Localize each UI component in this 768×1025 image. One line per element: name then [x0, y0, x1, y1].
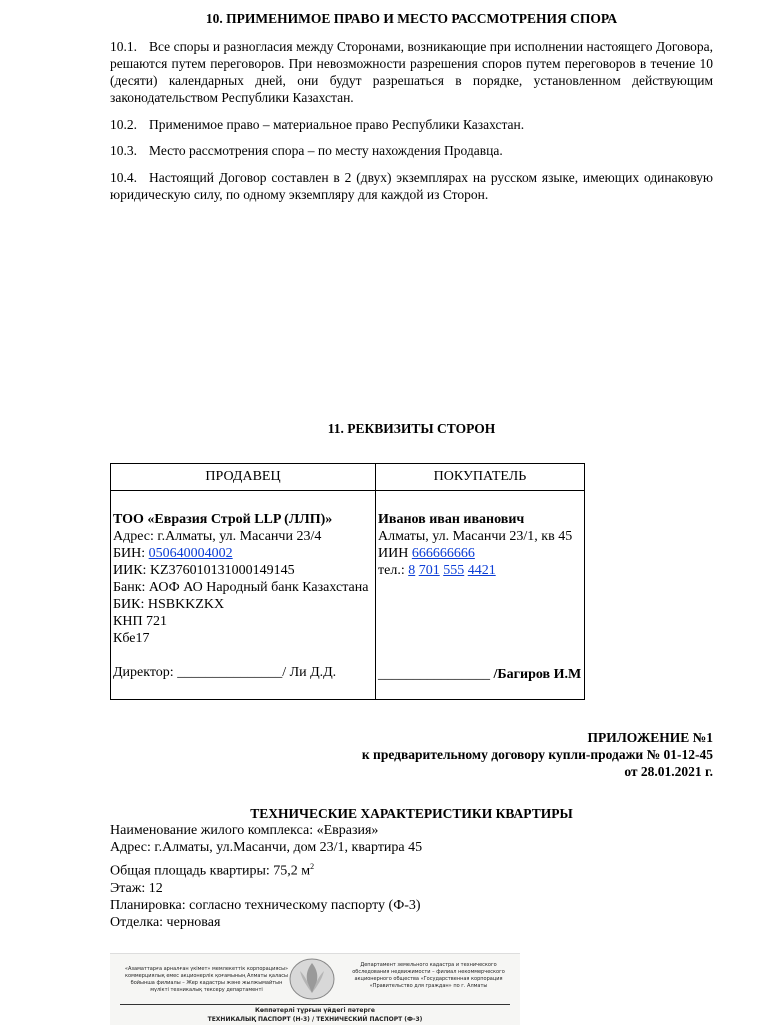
- buyer-phone: [378, 562, 582, 579]
- clause-10-1: [110, 38, 713, 106]
- phone-part-link[interactable]: 4421: [467, 563, 496, 578]
- seller-bin-link[interactable]: 050640004002: [148, 546, 233, 561]
- section-10-title: 10. ПРИМЕНИМОЕ ПРАВО И МЕСТО РАССМОТРЕНИЯ СПОРА: [205, 11, 618, 26]
- clause-text: Все споры и разногласия между Сторонами, возникающие при исполнении настоящего Договора, решаются путем переговоров. При невозможности разрешения споров путем переговоров в течение 10 (десяти) календарных дней, они будут разрешаться в порядке, установленном действующим законодательством Республики Казахстан.: [110, 39, 713, 105]
- buyer-iin: [378, 545, 582, 562]
- technical-passport-scan: [110, 953, 520, 1025]
- parties-requisites-table: [110, 463, 585, 700]
- seller-header: ПРОДАВЕЦ: [111, 464, 376, 491]
- bin-label: БИН:: [113, 546, 149, 561]
- seller-kbe: Кбе17: [113, 631, 150, 646]
- phone-part-link[interactable]: 701: [418, 563, 440, 578]
- tech-specs: [110, 822, 422, 931]
- phone-part-link[interactable]: 8: [408, 563, 416, 578]
- tech-address: Адрес: г.Алматы, ул.Масанчи, дом 23/1, квартира 45: [110, 840, 423, 855]
- appendix-date: от 28.01.2021 г.: [624, 764, 713, 779]
- seller-name: ТОО «Евразия Строй LLP (ЛЛП)»: [113, 512, 333, 527]
- clause-number: 10.2.: [110, 117, 137, 132]
- buyer-header: ПОКУПАТЕЛЬ: [376, 464, 585, 491]
- clause-10-4: [110, 169, 713, 203]
- tech-floor: Этаж: 12: [110, 880, 163, 896]
- clause-10-3: [110, 142, 713, 159]
- clause-number: 10.4.: [110, 170, 137, 185]
- passport-left-text: «Азаматтарға арналған үкімет» мемлекеттік корпорациясы» коммерциялық емес акционерлік қоғамының Алматы қаласы бойынша филиалы – Жер кадастры және жылжымайтын мүлікті техникалық тексеру департаменті: [124, 966, 289, 993]
- buyer-name: Иванов иван иванович: [378, 512, 525, 527]
- buyer-sign-name: /Багиров И.М: [493, 667, 582, 682]
- seller-bik: БИК: HSBKKZKX: [113, 597, 225, 612]
- buyer-cell: [376, 491, 585, 700]
- passport-right-text: Департамент земельного кадастра и технического обследования недвижимости – филиал некоммерческого акционерного общества «Государственная корпорация «Правительство для граждан» по г. Алматы: [352, 962, 505, 989]
- clause-text: Применимое право – материальное право Республики Казахстан.: [149, 117, 525, 132]
- tech-finish: Отделка: черновая: [110, 914, 221, 930]
- phone-part-link[interactable]: 555: [443, 563, 465, 578]
- clause-text: Настоящий Договор составлен в 2 (двух) экземплярах на русском языке, имеющих одинаковую юридическую силу, по одному экземпляру для каждой из Сторон.: [110, 170, 713, 202]
- seller-cell: [111, 491, 376, 700]
- seller-director-signature: Директор: _______________/ Ли Д.Д.: [113, 665, 337, 680]
- appendix-heading: [362, 729, 713, 780]
- section-11-title: 11. РЕКВИЗИТЫ СТОРОН: [327, 421, 496, 436]
- buyer-iin-link[interactable]: 666666666: [411, 546, 475, 561]
- emblem-icon: [288, 957, 336, 1001]
- appendix-number: ПРИЛОЖЕНИЕ №1: [587, 730, 713, 745]
- tech-area: [110, 858, 422, 880]
- buyer-sign-line: ________________: [378, 667, 494, 682]
- clause-text: Место рассмотрения спора – по месту нахождения Продавца.: [149, 143, 503, 158]
- passport-divider: [120, 1004, 510, 1005]
- seller-bin: [113, 545, 373, 562]
- buyer-address: Алматы, ул. Масанчи 23/1, кв 45: [378, 529, 573, 544]
- passport-title-kz: Көппәтерлі тұрғын үйдегі пәтерге: [255, 1007, 375, 1014]
- area-superscript: 2: [310, 862, 315, 871]
- appendix-reference: к предварительному договору купли-продажи № 01-12-45: [361, 747, 713, 762]
- clause-number: 10.1.: [110, 39, 137, 54]
- seller-iik: ИИК: KZ376010131000149145: [113, 563, 295, 578]
- clause-10-2: [110, 116, 713, 133]
- seller-address: Адрес: г.Алматы, ул. Масанчи 23/4: [113, 529, 322, 544]
- tech-title: ТЕХНИЧЕСКИЕ ХАРАКТЕРИСТИКИ КВАРТИРЫ: [250, 806, 573, 821]
- clause-number: 10.3.: [110, 143, 137, 158]
- seller-knp: КНП 721: [113, 614, 168, 629]
- tech-complex: Наименование жилого комплекса: «Евразия»: [110, 823, 379, 838]
- area-text: Общая площадь квартиры: 75,2 м: [110, 863, 311, 879]
- seller-bank: Банк: АОФ АО Народный банк Казахстана: [113, 580, 369, 595]
- buyer-signature: [378, 667, 581, 683]
- tech-layout: Планировка: согласно техническому паспорту (Ф-3): [110, 897, 421, 913]
- passport-title: ТЕХНИКАЛЫҚ ПАСПОРТ (Н-3) / ТЕХНИЧЕСКИЙ ПАСПОРТ (Ф-3): [207, 1016, 423, 1023]
- tel-label: тел.:: [378, 563, 409, 578]
- iin-label: ИИН: [378, 546, 412, 561]
